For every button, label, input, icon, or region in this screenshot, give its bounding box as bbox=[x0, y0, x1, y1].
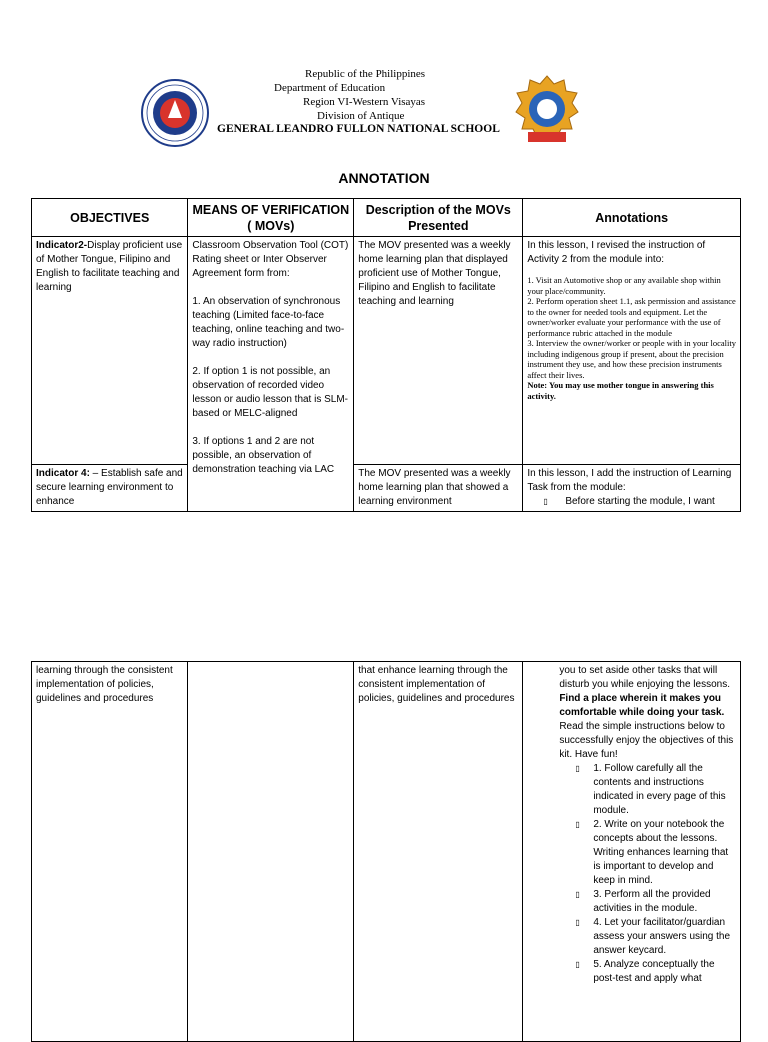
step-item bbox=[575, 958, 736, 986]
mov-cell bbox=[188, 237, 354, 512]
annotation-cell bbox=[523, 237, 741, 465]
description-line: The MOV presented was a weekly home learning plan that displayed bbox=[358, 240, 511, 265]
objective-cell bbox=[32, 237, 188, 465]
mov-line: Rating sheet or Inter Observer Agreement form from: bbox=[192, 254, 327, 279]
annotation-cell bbox=[523, 465, 741, 512]
header-division: Division of Antique bbox=[317, 110, 405, 122]
annotation-table bbox=[31, 198, 741, 512]
annotation-intro: In this lesson, I revised the instruction of Activity 2 from the module into: bbox=[527, 240, 706, 265]
annotation-note bbox=[527, 380, 736, 401]
header-region: Region VI-Western Visayas bbox=[303, 96, 426, 108]
step-text: 5. Analyze conceptually the post-test and apply what bbox=[593, 959, 715, 984]
note-label: Note: bbox=[527, 380, 548, 390]
indicator-label: Indicator 4: bbox=[36, 468, 90, 479]
mov-option: 2. If option 1 is not possible, an observation of recorded video lesson or audio lesson that is SLM-based or MELC-aligned bbox=[192, 366, 349, 419]
col-objectives: OBJECTIVES bbox=[32, 199, 188, 237]
step-text: 4. Let your facilitator/guardian assess your answers using the answer keycard. bbox=[593, 917, 731, 956]
annotation-text: you to set aside other tasks that will disturb you while enjoying the lessons. bbox=[559, 665, 730, 690]
bullet-text: Before starting the module, I want bbox=[565, 496, 715, 507]
mov-option: 3. If options 1 and 2 are not possible, an observation of demonstration teaching via LAC bbox=[192, 436, 335, 475]
header-department: Department of Education bbox=[274, 82, 386, 94]
table-row bbox=[32, 465, 741, 512]
step-text: 1. Follow carefully all the contents and instructions indicated in every page of this module. bbox=[593, 763, 726, 816]
table-row bbox=[32, 662, 741, 1042]
mov-line: Classroom Observation Tool (COT) bbox=[192, 240, 349, 251]
step-text: 3. Perform all the provided activities in the module. bbox=[593, 889, 711, 914]
indicator-text: – Establish safe and secure learning environment to enhance bbox=[36, 468, 183, 507]
deped-seal-icon bbox=[140, 78, 210, 148]
header-republic: Republic of the Philippines bbox=[305, 68, 426, 80]
annotation-text: Read the simple instructions below to successfully enjoy the objectives of this kit. Have fun! bbox=[559, 721, 734, 760]
letterhead bbox=[0, 60, 768, 150]
table-header-row bbox=[32, 199, 741, 237]
note-text: You may use mother tongue in answering this activity. bbox=[527, 380, 714, 401]
annotation-item: 1. Visit an Automotive shop or any available shop within your place/community. bbox=[527, 275, 721, 296]
indicator-text: Display proficient use of Mother Tongue, Filipino and English to facilitate teaching and learning bbox=[36, 240, 183, 293]
bullet-glyph: ▯ bbox=[575, 764, 580, 773]
table-row bbox=[32, 237, 741, 465]
objective-cell: learning through the consistent implementation of policies, guidelines and procedures bbox=[32, 662, 188, 1042]
school-seal-icon bbox=[514, 74, 580, 148]
annotation-item: 2. Perform operation sheet 1.1, ask permission and assistance to the owner for needed tools and equipment. Let the owner/worker evaluate your performance with the use of performance rubric attached in the module bbox=[527, 296, 736, 338]
annotation-table-continued bbox=[31, 661, 741, 1042]
step-item bbox=[575, 916, 736, 958]
mov-cell bbox=[188, 662, 354, 1042]
annotation-bold: Find a place wherein it makes you comfortable while doing your task. bbox=[559, 693, 725, 718]
bullet-glyph: ▯ bbox=[575, 960, 580, 969]
step-item bbox=[575, 818, 736, 888]
step-item bbox=[575, 888, 736, 916]
description-cell bbox=[354, 237, 523, 465]
bullet-glyph: ▯ bbox=[543, 497, 548, 506]
indicator-label: Indicator2- bbox=[36, 240, 88, 251]
bullet-glyph: ▯ bbox=[575, 918, 580, 927]
annotation-item: 3. Interview the owner/worker or people with in your locality including indigenous group if present, about the precision instrument they use, and how these precision instruments affect their lives. bbox=[527, 338, 736, 380]
col-description: Description of the MOVs Presented bbox=[354, 199, 523, 237]
document-title: ANNOTATION bbox=[338, 170, 430, 186]
bullet-glyph: ▯ bbox=[575, 890, 580, 899]
step-item bbox=[575, 762, 736, 818]
description-line: proficient use of Mother Tongue, Filipino and English to facilitate teaching and learning bbox=[358, 268, 501, 307]
step-text: 2. Write on your notebook the concepts about the lessons. Writing enhances learning that is important to develop and keep in mind. bbox=[593, 819, 729, 886]
col-means-of-verification: MEANS OF VERIFICATION ( MOVs) bbox=[188, 199, 354, 237]
annotation-cell bbox=[523, 662, 741, 1042]
description-cell: that enhance learning through the consistent implementation of policies, guidelines and procedures bbox=[354, 662, 523, 1042]
description-cell: The MOV presented was a weekly home learning plan that showed a learning environment bbox=[354, 465, 523, 512]
annotation-bullet bbox=[527, 495, 736, 509]
col-annotations: Annotations bbox=[523, 199, 741, 237]
header-school: GENERAL LEANDRO FULLON NATIONAL SCHOOL bbox=[217, 123, 500, 135]
objective-cell bbox=[32, 465, 188, 512]
mov-option: 1. An observation of synchronous teaching (Limited face-to-face teaching, online teaching and two-way radio instruction) bbox=[192, 296, 345, 349]
annotation-intro: In this lesson, I add the instruction of Learning Task from the module: bbox=[527, 468, 732, 493]
bullet-glyph: ▯ bbox=[575, 820, 580, 829]
